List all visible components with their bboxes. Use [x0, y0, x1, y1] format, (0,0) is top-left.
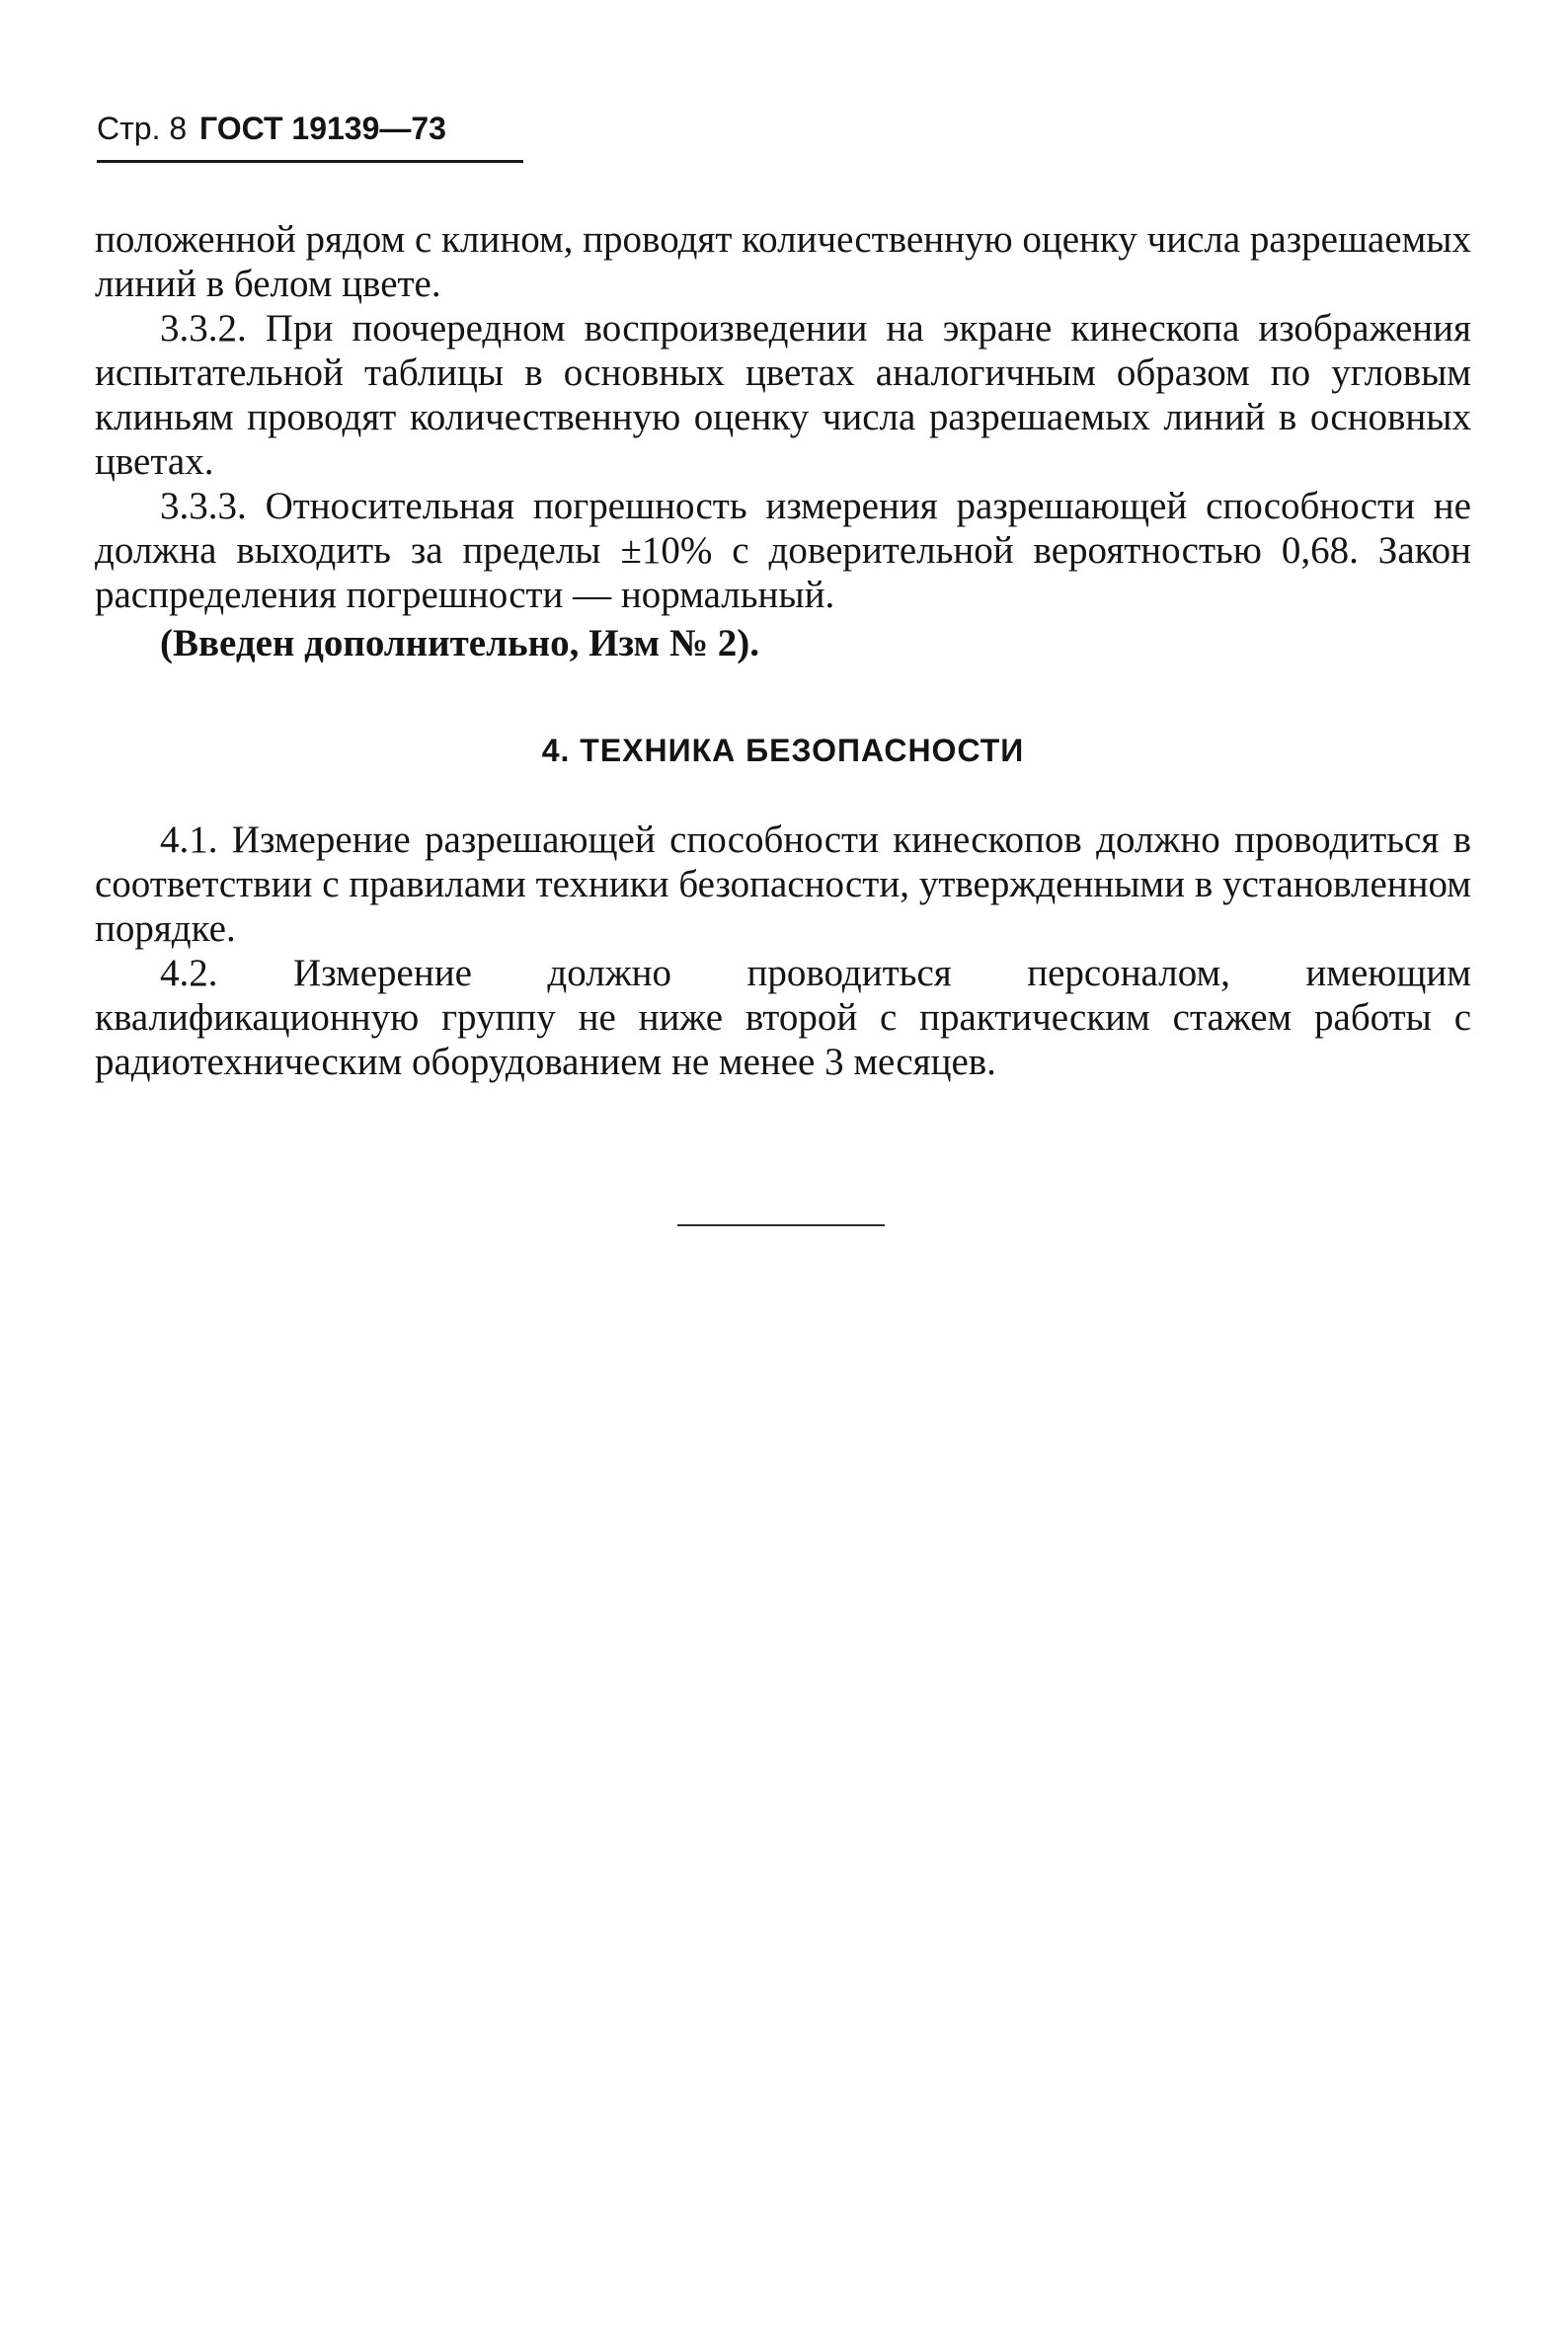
amendment-note: (Введен дополнительно, Изм № 2).: [160, 622, 760, 664]
paragraph-3-3-3: 3.3.3. Относительная погрешность измерения разрешающей способности не должна выходить за пределы ±10% с доверительной вероятностью 0,68. Закон распределения погрешности — нормальный.: [95, 485, 1471, 616]
end-of-text-rule: [677, 1224, 885, 1226]
paragraph-continued: положенной рядом с клином, проводят количественную оценку числа разрешаемых линий в белом цвете.: [95, 218, 1471, 305]
page-number: Стр. 8: [97, 111, 188, 146]
document-body: [95, 217, 1471, 1084]
header-rule: [97, 160, 523, 163]
section-title: 4. ТЕХНИКА БЕЗОПАСНОСТИ: [541, 733, 1025, 768]
running-header: [97, 111, 446, 147]
paragraph-3-3-2: 3.3.2. При поочередном воспроизведении на экране кинескопа изображения испытательной таблицы в основных цветах аналогичным образом по угловым клиньям проводят количественную оценку числа разрешаемых линий в основных цветах.: [95, 307, 1471, 483]
paragraph-4-1: 4.1. Измерение разрешающей способности кинескопов должно проводиться в соответствии с правилами техники безопасности, утвержденными в установленном порядке.: [95, 819, 1471, 950]
paragraph-4-2: 4.2. Измерение должно проводиться персоналом, имеющим квалификационную группу не ниже второй с практическим стажем работы с радиотехническим оборудованием не менее 3 месяцев.: [95, 952, 1471, 1083]
document-code: ГОСТ 19139—73: [199, 111, 446, 146]
